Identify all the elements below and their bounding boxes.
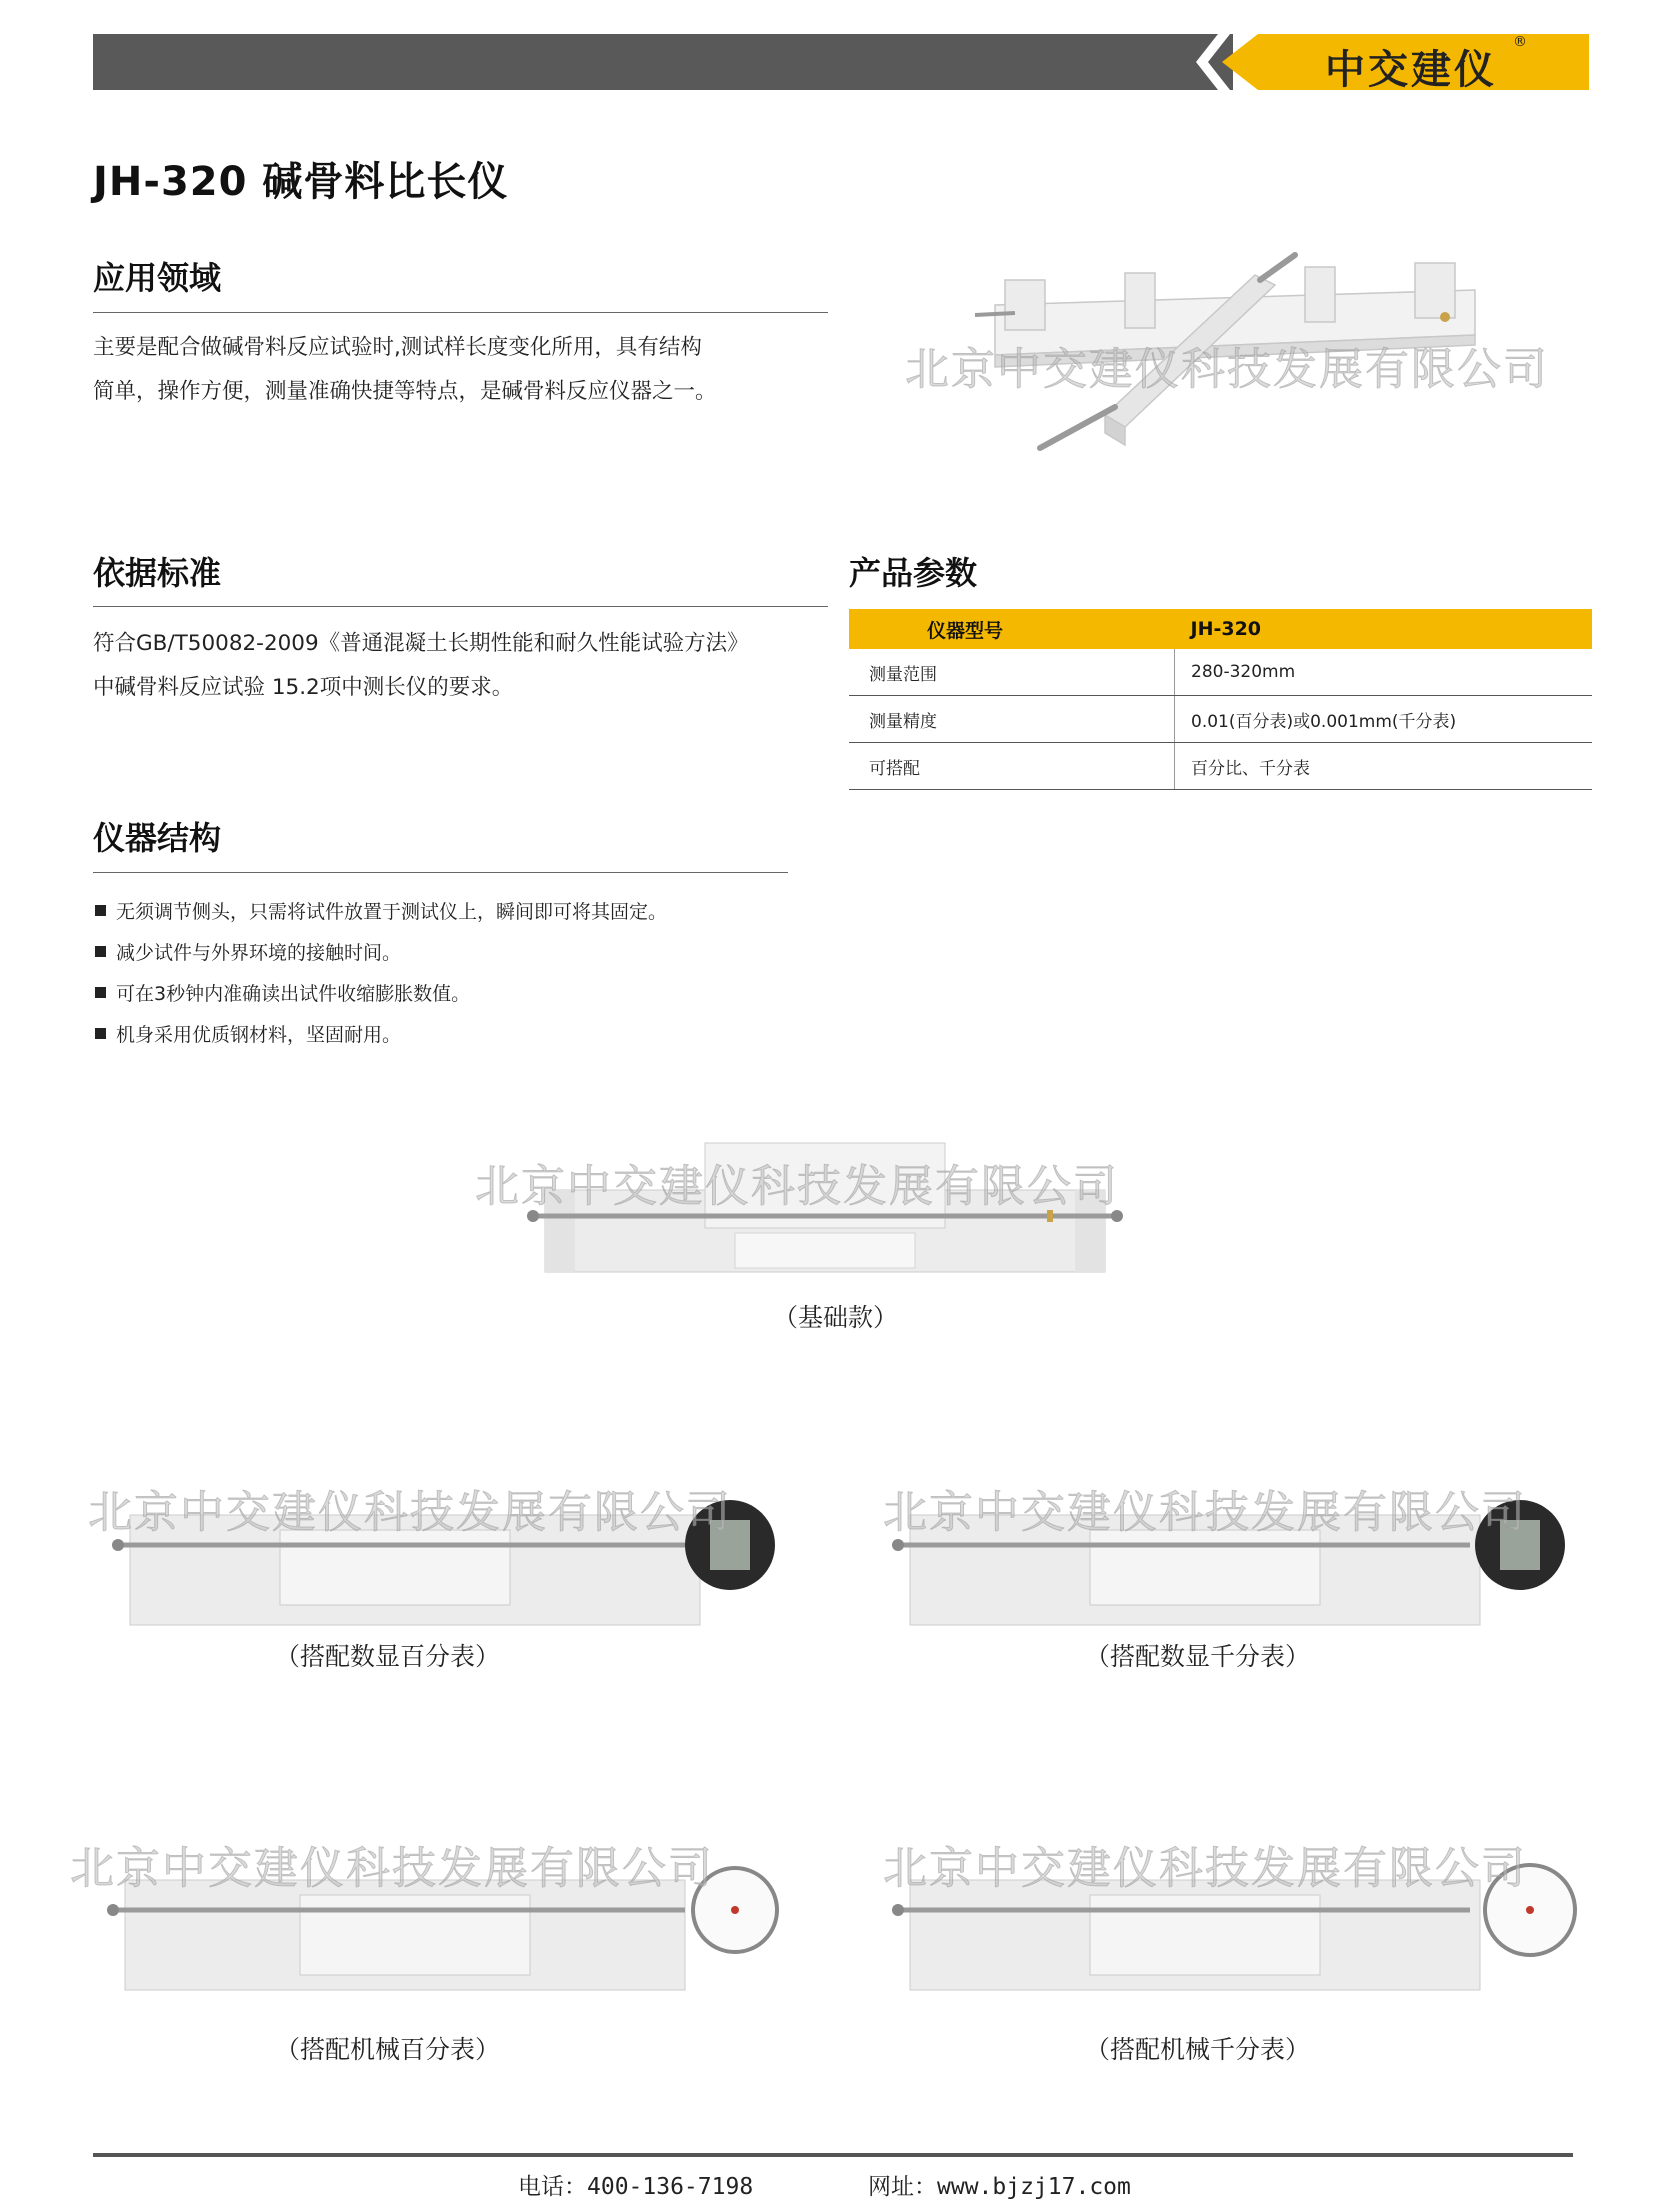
page-title: JH-320 碱骨料比长仪 [93,159,509,205]
params-table [849,609,1592,790]
caption-digital-thousandth: （搭配数显千分表） [1085,1642,1311,1671]
watermark: 北京中交建仪科技发展有限公司 [88,1487,732,1538]
param-value: 280-320mm [1175,649,1593,696]
table-row [849,649,1592,696]
bullet-icon [95,946,106,957]
divider [93,312,828,313]
list-item [93,931,667,972]
params-heading: 产品参数 [849,554,978,592]
list-item-text: 可在3秒钟内准确读出试件收缩膨胀数值。 [116,983,471,1005]
bullet-icon [95,987,106,998]
standard-heading: 依据标准 [93,554,222,592]
caption-basic: （基础款） [773,1303,899,1332]
footer-divider [93,2153,1573,2157]
list-item-text: 减少试件与外界环境的接触时间。 [116,942,402,964]
divider [93,606,828,607]
params-header-value: JH-320 [1175,609,1593,649]
application-line: 主要是配合做碱骨料反应试验时,测试样长度变化所用，具有结构 [93,335,702,360]
application-text [93,326,853,414]
structure-heading: 仪器结构 [93,819,222,857]
params-header-row [849,609,1592,649]
params-header-label: 仪器型号 [849,609,1175,649]
registered-mark: ® [1513,34,1527,50]
param-value: 百分比、千分表 [1175,743,1593,790]
watermark: 北京中交建仪科技发展有限公司 [883,1843,1527,1894]
standard-line: 符合GB/T50082-2009《普通混凝土长期性能和耐久性能试验方法》 [93,631,749,656]
bullet-icon [95,1028,106,1039]
param-value: 0.01(百分表)或0.001mm(千分表) [1175,696,1593,743]
list-item [93,972,667,1013]
caption-digital-percent: （搭配数显百分表） [275,1642,501,1671]
list-item-text: 机身采用优质钢材料，坚固耐用。 [116,1024,402,1046]
standard-text [93,622,853,710]
footer-website[interactable]: 网址：www.bjzj17.com [868,2174,1131,2200]
caption-mechanical-thousandth: （搭配机械千分表） [1085,2035,1311,2064]
list-item-text: 无须调节侧头，只需将试件放置于测试仪上，瞬间即可将其固定。 [116,901,668,923]
application-heading: 应用领域 [93,259,222,297]
caption-mechanical-percent: （搭配机械百分表） [275,2035,501,2064]
bullet-icon [95,905,106,916]
param-label: 可搭配 [849,743,1175,790]
application-line: 简单，操作方便，测量准确快捷等特点，是碱骨料反应仪器之一。 [93,379,717,404]
table-row [849,696,1592,743]
brand-name: 中交建仪 [1325,47,1497,93]
standard-line: 中碱骨料反应试验 15.2项中测长仪的要求。 [93,675,514,700]
param-label: 测量范围 [849,649,1175,696]
list-item [93,890,667,931]
param-label: 测量精度 [849,696,1175,743]
watermark: 北京中交建仪科技发展有限公司 [475,1161,1119,1212]
watermark: 北京中交建仪科技发展有限公司 [905,344,1549,395]
watermark: 北京中交建仪科技发展有限公司 [883,1487,1527,1538]
watermark: 北京中交建仪科技发展有限公司 [70,1843,714,1894]
structure-list [93,890,667,1054]
header-bar [93,34,1233,90]
footer-phone: 电话：400-136-7198 [518,2174,754,2200]
table-row [849,743,1592,790]
divider [93,872,788,873]
list-item [93,1013,667,1054]
